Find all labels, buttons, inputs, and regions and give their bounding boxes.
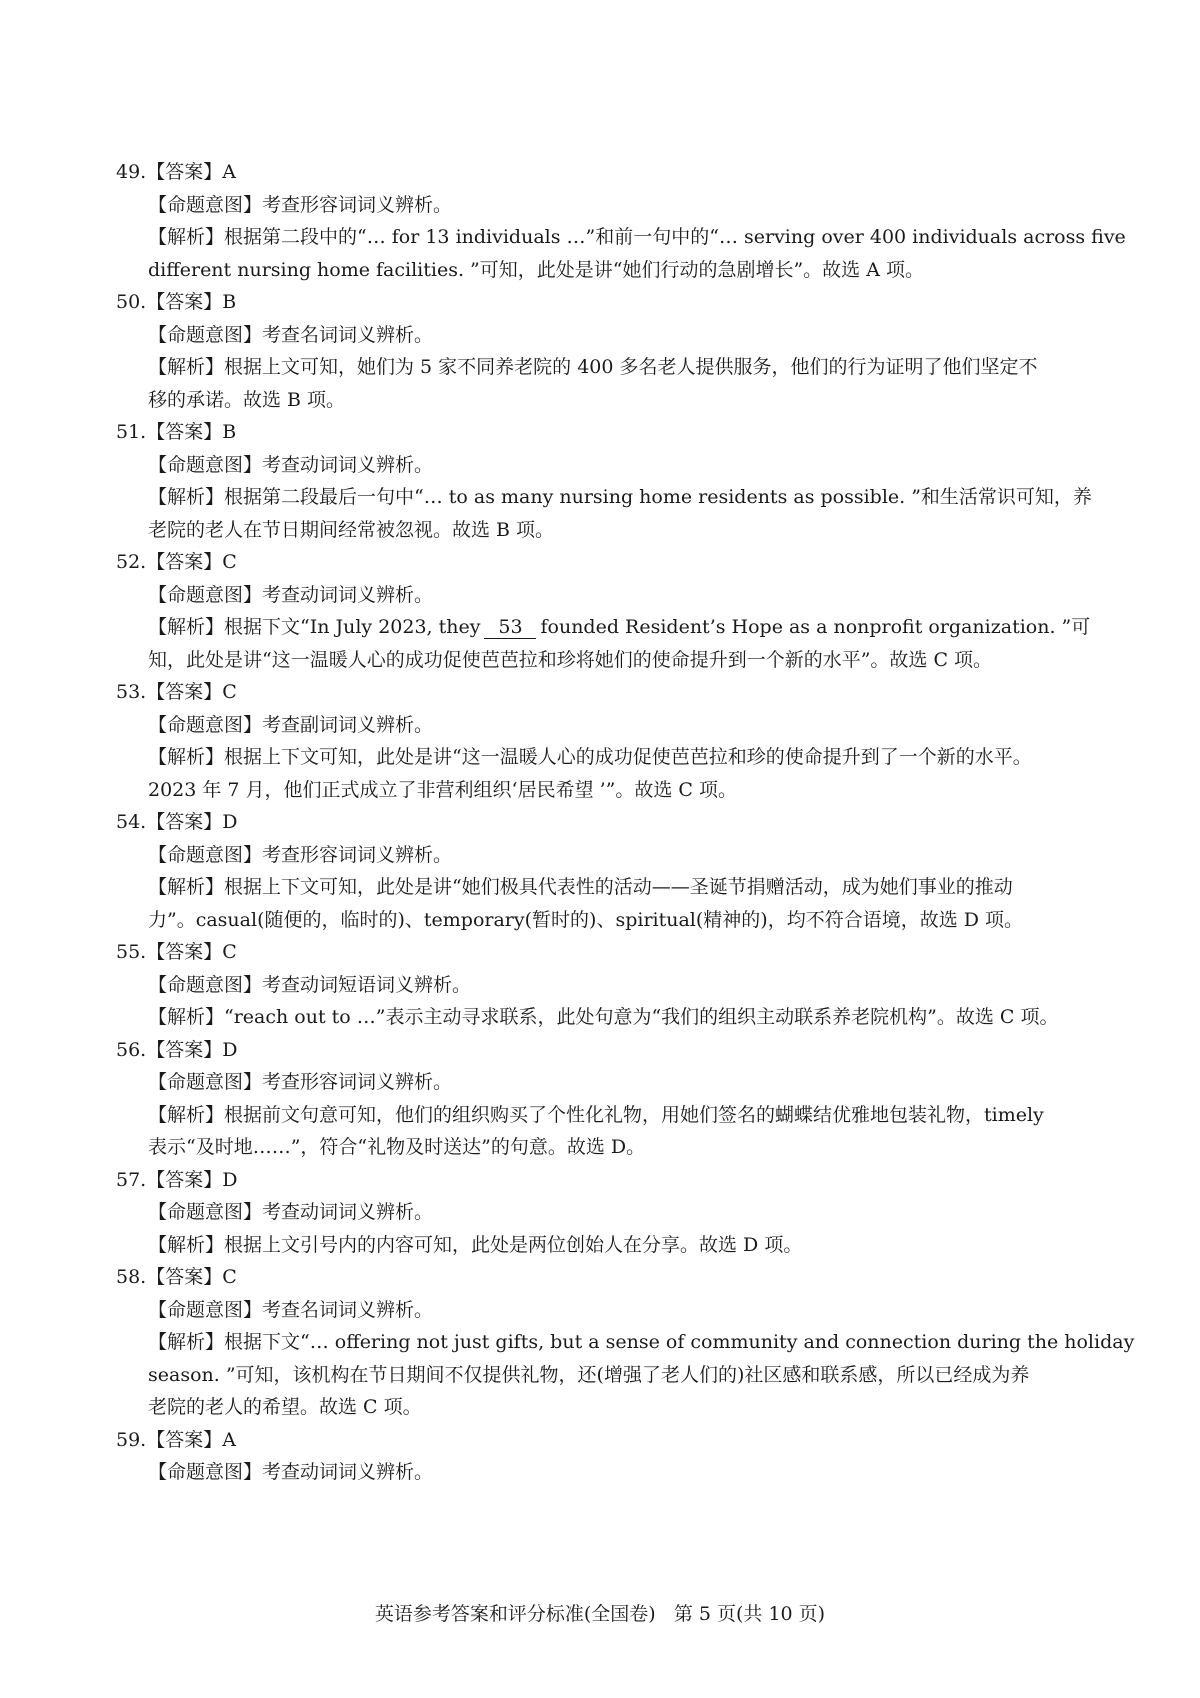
intent-line: 【命题意图】考查副词词义辨析。 [148, 713, 434, 736]
answer-entry [116, 806, 1096, 936]
question-number: 50. [116, 291, 147, 313]
question-number: 52. [116, 551, 147, 573]
answer-entry [116, 416, 1096, 546]
answer-line [116, 1424, 1096, 1457]
question-number: 57. [116, 1168, 147, 1191]
analysis-line: 【解析】根据上下文可知，此处是讲“她们极具代表性的活动——圣诞节捐赠活动，成为她们事业的推动 [148, 876, 1013, 898]
answer-line [116, 806, 1096, 839]
analysis-text: founded Resident’s Hope as a nonprofit organization. ”可 [540, 616, 1091, 638]
analysis-line [116, 611, 1096, 644]
answer-label: 【答案】A [146, 161, 236, 183]
answer-line [116, 1164, 1096, 1197]
analysis-line: 老院的老人的希望。故选 C 项。 [148, 1396, 422, 1418]
answer-line [116, 546, 1096, 579]
answer-line [116, 156, 1096, 189]
question-number: 54. [116, 811, 147, 833]
answer-entry [116, 156, 1126, 286]
question-number: 49. [116, 161, 147, 183]
intent-line: 【命题意图】考查名词词义辨析。 [148, 1298, 434, 1321]
analysis-line: 【解析】根据上文可知，她们为 5 家不同养老院的 400 多名老人提供服务，他们的行为证明了他们坚定不 [148, 356, 1038, 378]
answer-line [116, 676, 1096, 709]
intent-line: 【命题意图】考查名词词义辨析。 [148, 323, 434, 346]
answer-list [116, 156, 1135, 1489]
analysis-line: 知，此处是讲“这一温暖人心的成功促使芭芭拉和珍将她们的使命提升到一个新的水平”。故选 C 项。 [148, 648, 993, 671]
intent-line: 【命题意图】考查动词词义辨析。 [148, 453, 434, 476]
question-number: 55. [116, 941, 147, 963]
footer-title: 英语参考答案和评分标准(全国卷) [374, 1603, 656, 1625]
intent-line: 【命题意图】考查动词词义辨析。 [148, 1201, 434, 1223]
answer-line [116, 1034, 1096, 1067]
footer-page-number: 第 5 页(共 10 页) [673, 1603, 826, 1625]
answer-entry [116, 676, 1096, 806]
answer-entry [116, 1424, 1096, 1489]
analysis-line: 【解析】根据下文“… offering not just gifts, but a sense of community and connection during the holiday [148, 1331, 1135, 1353]
answer-line [116, 416, 1096, 449]
analysis-line: 【解析】根据上文引号内的内容可知，此处是两位创始人在分享。故选 D 项。 [148, 1233, 803, 1256]
question-number: 51. [116, 421, 147, 443]
answer-label: 【答案】B [146, 291, 237, 313]
question-number: 59. [116, 1428, 147, 1451]
answer-line [116, 936, 1096, 969]
answer-label: 【答案】D [146, 811, 238, 833]
intent-line: 【命题意图】考查动词词义辨析。 [148, 583, 434, 606]
answer-line [116, 1261, 1096, 1294]
analysis-line: different nursing home facilities. ”可知，此处是讲“她们行动的急剧增长”。故选 A 项。 [148, 258, 924, 281]
intent-line: 【命题意图】考查形容词词义辨析。 [148, 843, 453, 866]
page-footer [0, 1599, 1200, 1629]
question-number: 56. [116, 1038, 147, 1061]
analysis-text: 【解析】根据下文“In July 2023, they [148, 616, 481, 638]
analysis-line: 表示“及时地……”，符合“礼物及时送达”的句意。故选 D。 [148, 1136, 646, 1158]
analysis-line: 【解析】“reach out to …”表示主动寻求联系，此处句意为“我们的组织主动联系养老院机构”。故选 C 项。 [148, 1006, 1059, 1028]
answer-label: 【答案】D [146, 1038, 238, 1061]
answer-line [116, 286, 1096, 319]
analysis-line: season. ”可知，该机构在节日期间不仅提供礼物，还(增强了老人们的)社区感和联系感，所以已经成为养 [148, 1363, 1030, 1386]
answer-label: 【答案】A [146, 1428, 236, 1451]
answer-label: 【答案】D [146, 1168, 238, 1191]
intent-line: 【命题意图】考查动词词义辨析。 [148, 1461, 434, 1483]
answer-entry [116, 1261, 1135, 1424]
analysis-line: 【解析】根据上下文可知，此处是讲“这一温暖人心的成功促使芭芭拉和珍的使命提升到了一个新的水平。 [148, 746, 1032, 768]
intent-line: 【命题意图】考查动词短语词义辨析。 [148, 973, 472, 996]
analysis-line: 【解析】根据前文句意可知，他们的组织购买了个性化礼物，用她们签名的蝴蝶结优雅地包装礼物，timely [148, 1103, 1044, 1126]
analysis-line: 力”。casual(随便的，临时的)、temporary(暂时的)、spiritual(精神的)，均不符合语境，故选 D 项。 [148, 908, 1024, 931]
answer-label: 【答案】C [146, 941, 237, 963]
answer-label: 【答案】C [146, 551, 237, 573]
analysis-line: 移的承诺。故选 B 项。 [148, 388, 346, 411]
answer-label: 【答案】B [146, 421, 237, 443]
intent-line: 【命题意图】考查形容词词义辨析。 [148, 1071, 453, 1093]
answer-label: 【答案】C [146, 681, 237, 703]
answer-entry [116, 936, 1096, 1034]
analysis-line: 老院的老人在节日期间经常被忽视。故选 B 项。 [148, 518, 555, 541]
analysis-line: 【解析】根据第二段中的“… for 13 individuals …”和前一句中的“… serving over 400 individuals across five [148, 226, 1126, 248]
analysis-line: 【解析】根据第二段最后一句中“… to as many nursing home residents as possible. ”和生活常识可知，养 [148, 486, 1092, 508]
answer-entry [116, 546, 1096, 676]
answer-label: 【答案】C [146, 1266, 237, 1288]
answer-entry [116, 1164, 1096, 1262]
question-number: 58. [116, 1266, 147, 1288]
question-number: 53. [116, 681, 147, 703]
answer-entry [116, 286, 1096, 416]
answer-entry [116, 1034, 1096, 1164]
intent-line: 【命题意图】考查形容词词义辨析。 [148, 193, 453, 216]
analysis-line: 2023 年 7 月，他们正式成立了非营利组织‘居民希望 ’”。故选 C 项。 [148, 778, 738, 801]
blank-number: 53 [484, 616, 536, 639]
